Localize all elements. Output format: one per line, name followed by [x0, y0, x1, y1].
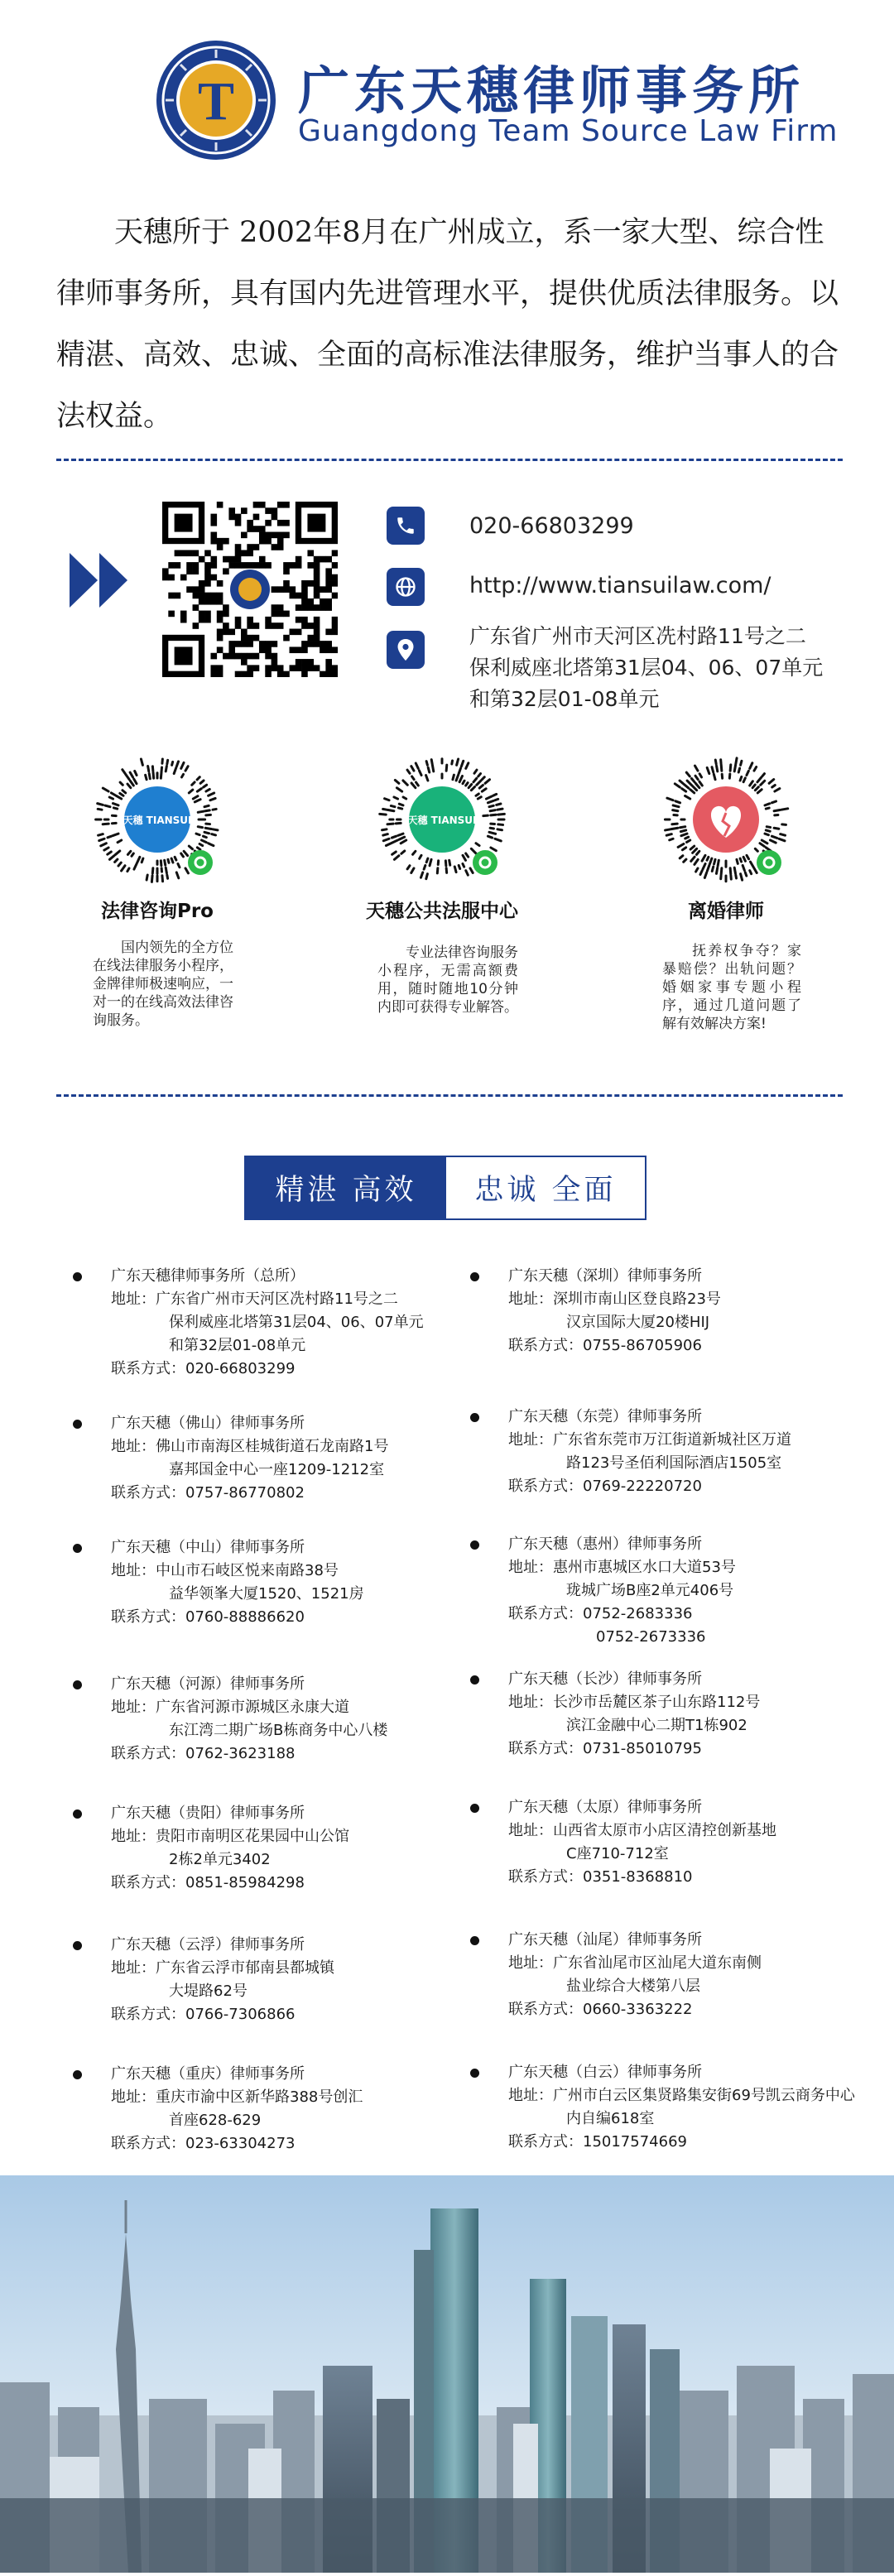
address-label: 地址：: [111, 1435, 156, 1482]
bullet-dot: [73, 1809, 82, 1819]
bullet-dot: [470, 1272, 479, 1281]
office-address-line: 珑城广场B座2单元406号: [553, 1579, 736, 1603]
office-address-line: 2栋2单元3402: [156, 1848, 349, 1872]
address-label: 地址：: [508, 1288, 553, 1334]
office-address-line: 盐业综合大楼第八层: [553, 1975, 762, 1998]
office-entry: [111, 1265, 424, 1381]
tel-label: 联系方式：: [111, 1872, 185, 1895]
office-entry: [508, 1406, 791, 1498]
office-address-line: 山西省太原市小店区清控创新基地: [553, 1819, 776, 1843]
office-entry: [111, 1673, 387, 1766]
office-address-line: 保利威座北塔第31层04、06、07单元: [156, 1311, 424, 1334]
bullet-dot: [73, 2070, 82, 2079]
firm-logo-emblem: [154, 38, 278, 162]
bullet-dot: [470, 2069, 479, 2078]
tel-label: 联系方式：: [111, 2132, 185, 2155]
office-phone: 0731-85010795: [583, 1737, 702, 1761]
address-label: 地址：: [111, 1560, 156, 1606]
website-qr-code: [162, 502, 338, 677]
mini-program-title: 天穗公共法服中心: [343, 896, 541, 923]
office-address-line: 中山市石岐区悦来南路38号: [156, 1560, 364, 1583]
firm-name-cn: 广东天穗律师事务所: [298, 50, 805, 123]
bullet-dot: [470, 1413, 479, 1422]
office-address-line: 东江湾二期广场B栋商务中心八楼: [156, 1719, 387, 1742]
office-entry: [508, 1533, 736, 1649]
mini-program-title: 离婚律师: [647, 896, 805, 923]
office-name: 广东天穗（佛山）律师事务所: [111, 1412, 388, 1435]
tel-label: 联系方式：: [508, 1737, 583, 1761]
office-address-line: 佛山市南海区桂城街道石龙南路1号: [156, 1435, 388, 1459]
address-label: 地址：: [508, 2084, 553, 2131]
tel-label: 联系方式：: [508, 1334, 583, 1358]
office-address-line: 和第32层01-08单元: [156, 1334, 424, 1358]
divider-top: [56, 459, 843, 461]
bullet-dot: [470, 1675, 479, 1684]
bullet-dot: [73, 1420, 82, 1429]
divider-middle: [56, 1094, 843, 1097]
office-entry: [111, 1536, 364, 1629]
office-entry: [111, 1934, 334, 2026]
office-address-line: 广东省广州市天河区冼村路11号之二: [156, 1288, 424, 1311]
tel-label: 联系方式：: [111, 1606, 185, 1629]
office-phone: 0752-2673336: [583, 1626, 705, 1649]
office-address-line: 长沙市岳麓区茶子山东路112号: [553, 1691, 760, 1714]
office-phone: 15017574669: [583, 2131, 687, 2154]
office-name: 广东天穗（中山）律师事务所: [111, 1536, 364, 1560]
mini-program-desc: 国内领先的全方位在线法律服务小程序，金牌律师极速响应，一对一的在线高效法律咨询服务。: [93, 939, 233, 1030]
office-phone: 0660-3363222: [583, 1998, 692, 2021]
address-label: 地址：: [111, 1825, 156, 1872]
address-label: 地址：: [508, 1691, 553, 1737]
office-phone: 0766-7306866: [185, 2003, 295, 2026]
office-name: 广东天穗（云浮）律师事务所: [111, 1934, 334, 1957]
address-label: 地址：: [111, 2086, 156, 2132]
address-label: 地址：: [111, 1957, 156, 2003]
office-address-line: 广东省河源市源城区永康大道: [156, 1696, 387, 1719]
office-phone: 023-63304273: [185, 2132, 295, 2155]
bullet-dot: [470, 1540, 479, 1550]
office-address-line: 内自编618室: [553, 2107, 855, 2131]
office-entry: [508, 1796, 776, 1889]
firm-name-en: Guangdong Team Source Law Firm: [298, 114, 838, 148]
office-address-line: 广州市白云区集贤路集安街69号凯云商务中心: [553, 2084, 855, 2107]
office-entry: [508, 1929, 762, 2021]
address-label: 地址：: [508, 1819, 553, 1866]
mini-program-code-public-legal: [374, 752, 510, 887]
intro-paragraph: 天穗所于 2002年8月在广州成立，系一家大型、综合性律师事务所，具有国内先进管理水平，提供优质法律服务。以精湛、高效、忠诚、全面的高标准法律服务，维护当事人的合法权益。: [56, 202, 843, 447]
tel-label: 联系方式：: [508, 1866, 583, 1889]
tel-label: 联系方式：: [508, 1603, 583, 1649]
office-phone: 0851-85984298: [185, 1872, 305, 1895]
office-address-line: 重庆市渝中区新华路388号创汇: [156, 2086, 363, 2109]
tel-label: 联系方式：: [111, 1358, 185, 1381]
mini-program-code-divorce: [658, 752, 794, 887]
office-address-line: 益华领峯大厦1520、1521房: [156, 1583, 364, 1606]
contact-phone: 020-66803299: [469, 513, 634, 539]
office-name: 广东天穗（汕尾）律师事务所: [508, 1929, 762, 1952]
svg-text:天穗 TIANSUI: 天穗 TIANSUI: [123, 814, 191, 826]
bullet-dot: [73, 1680, 82, 1689]
address-line: 和第32层01-08单元: [469, 684, 858, 715]
office-entry: [508, 1265, 721, 1358]
office-address-line: 大堤路62号: [156, 1980, 334, 2003]
tel-label: 联系方式：: [508, 1475, 583, 1498]
mini-program-code-legal-consult: [89, 752, 225, 887]
tel-label: 联系方式：: [111, 1482, 185, 1505]
office-phone: 0755-86705906: [583, 1334, 702, 1358]
office-name: 广东天穗（长沙）律师事务所: [508, 1668, 760, 1691]
office-phone: 0351-8368810: [583, 1866, 692, 1889]
office-address-line: 深圳市南山区登良路23号: [553, 1288, 721, 1311]
tel-label: 联系方式：: [508, 1998, 583, 2021]
office-entry: [508, 2061, 855, 2154]
office-address-line: 嘉邦国金中心一座1209-1212室: [156, 1459, 388, 1482]
office-address-line: 广东省云浮市郁南县都城镇: [156, 1957, 334, 1980]
bullet-dot: [470, 1804, 479, 1813]
office-entry: [111, 1412, 388, 1505]
office-name: 广东天穗（惠州）律师事务所: [508, 1533, 736, 1556]
office-address-line: 贵阳市南明区花果园中山公馆: [156, 1825, 349, 1848]
contact-website-link[interactable]: http://www.tiansuilaw.com/: [469, 573, 771, 598]
address-line: 保利威座北塔第31层04、06、07单元: [469, 652, 858, 684]
slogan-right: 忠诚 全面: [446, 1157, 645, 1218]
svg-text:天穗 TIANSUI: 天穗 TIANSUI: [407, 814, 476, 826]
double-arrow-icon: [70, 553, 134, 611]
office-address-line: 广东省东莞市万江街道新城社区万道: [553, 1429, 791, 1452]
slogan-left: 精湛 高效: [246, 1157, 446, 1218]
globe-icon: [387, 568, 425, 606]
bullet-dot: [470, 1936, 479, 1945]
office-phone: 0760-88886620: [185, 1606, 305, 1629]
address-label: 地址：: [508, 1556, 553, 1603]
office-name: 广东天穗律师事务所（总所）: [111, 1265, 424, 1288]
office-phone: 0769-22220720: [583, 1475, 702, 1498]
tel-label: 联系方式：: [508, 2131, 583, 2154]
office-name: 广东天穗（太原）律师事务所: [508, 1796, 776, 1819]
office-address-line: 汉京国际大厦20楼HIJ: [553, 1311, 721, 1334]
office-address-line: 广东省汕尾市区汕尾大道东南侧: [553, 1952, 762, 1975]
office-name: 广东天穗（重庆）律师事务所: [111, 2063, 363, 2086]
office-address-line: 首座628-629: [156, 2109, 363, 2132]
office-phone: 0757-86770802: [185, 1482, 305, 1505]
address-line: 广东省广州市天河区冼村路11号之二: [469, 621, 858, 652]
office-entry: [508, 1668, 760, 1761]
tel-label: 联系方式：: [111, 2003, 185, 2026]
logo-letter: T: [198, 71, 234, 132]
mini-program-desc: 抚养权争夺？家暴赔偿？出轨问题？婚姻家事专题小程序，通过几道问题了解有效解决方案!: [662, 942, 801, 1033]
office-phone: 0752-2683336: [583, 1603, 705, 1626]
address-label: 地址：: [508, 1952, 553, 1998]
address-label: 地址：: [111, 1696, 156, 1742]
office-phone: 020-66803299: [185, 1358, 295, 1381]
office-name: 广东天穗（贵阳）律师事务所: [111, 1802, 349, 1825]
city-skyline-photo: [0, 2175, 894, 2573]
office-address-line: 路123号圣佰利国际酒店1505室: [553, 1452, 791, 1475]
bullet-dot: [73, 1272, 82, 1281]
office-address-line: 滨江金融中心二期T1栋902: [553, 1714, 760, 1737]
mini-program-title: 法律咨询Pro: [79, 896, 236, 923]
phone-icon: [387, 507, 425, 545]
office-name: 广东天穗（白云）律师事务所: [508, 2061, 855, 2084]
tel-label: 联系方式：: [111, 1742, 185, 1766]
slogan-banner: [244, 1156, 646, 1220]
location-pin-icon: [387, 631, 425, 669]
address-label: 地址：: [111, 1288, 156, 1358]
bullet-dot: [73, 1941, 82, 1950]
contact-address: [469, 621, 858, 715]
office-name: 广东天穗（河源）律师事务所: [111, 1673, 387, 1696]
mini-program-desc: 专业法律咨询服务小程序，无需高额费用，随时随地10分钟内即可获得专业解答。: [377, 944, 518, 1016]
office-address-line: C座710-712室: [553, 1843, 776, 1866]
office-entry: [111, 1802, 349, 1895]
office-address-line: 惠州市惠城区水口大道53号: [553, 1556, 736, 1579]
address-label: 地址：: [508, 1429, 553, 1475]
bullet-dot: [73, 1544, 82, 1553]
office-name: 广东天穗（深圳）律师事务所: [508, 1265, 721, 1288]
office-phone: 0762-3623188: [185, 1742, 295, 1766]
office-name: 广东天穗（东莞）律师事务所: [508, 1406, 791, 1429]
office-entry: [111, 2063, 363, 2155]
